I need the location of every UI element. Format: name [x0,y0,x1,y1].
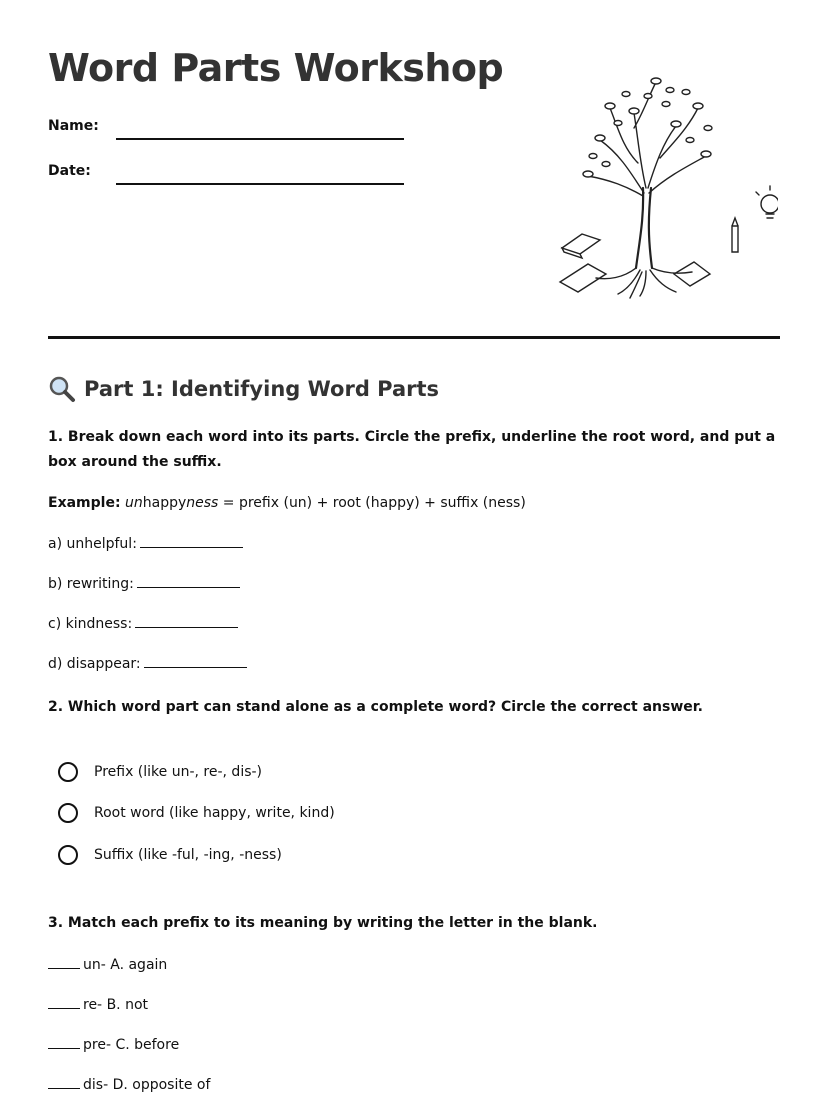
answer-blank[interactable] [48,996,80,1009]
answer-blank[interactable] [48,1036,80,1049]
q3-item-pre [48,1036,179,1053]
match-item-label: pre- C. before [83,1037,180,1053]
q1-item-label: c) kindness: [48,616,133,632]
answer-blank[interactable] [48,1076,80,1089]
q3-item-dis [48,1076,210,1093]
q3-item-re [48,996,148,1013]
q1-item-label: b) rewriting: [48,576,134,592]
example-line [48,495,526,511]
q1-item-label: a) unhelpful: [48,536,137,552]
question-3-prompt: 3. Match each prefix to its meaning by writing the letter in the blank. [48,915,598,931]
tree-with-books-illustration [548,68,778,300]
q1-item-a [48,535,243,552]
example-label: Example: [48,495,121,511]
match-item-label: re- B. not [83,997,148,1013]
answer-blank[interactable] [144,655,247,668]
q1-item-label: d) disappear: [48,656,141,672]
q1-item-b [48,575,240,592]
q2-option-root[interactable] [58,803,335,823]
match-item-label: dis- D. opposite of [83,1077,211,1093]
answer-blank[interactable] [137,575,240,588]
answer-blank[interactable] [48,956,80,969]
radio-circle[interactable] [58,762,78,782]
question-2-prompt: 2. Which word part can stand alone as a complete word? Circle the correct answer. [48,699,703,715]
name-label: Name: [48,118,99,134]
option-label: Prefix (like un-, re-, dis-) [94,764,263,780]
section-title: Part 1: Identifying Word Parts [84,377,440,401]
example-root: happy [142,495,187,511]
date-label: Date: [48,163,91,179]
option-label: Suffix (like -ful, -ing, -ness) [94,847,282,863]
name-field[interactable] [116,138,404,140]
example-breakdown: = prefix (un) + root (happy) + suffix (ness) [218,495,526,511]
match-item-label: un- A. again [83,957,168,973]
date-field[interactable] [116,183,404,185]
section-heading [48,375,439,403]
magnifier-icon [48,375,76,403]
example-prefix: un [125,495,143,511]
q2-option-prefix[interactable] [58,762,262,782]
page-title: Word Parts Workshop [48,46,504,90]
q1-item-c [48,615,238,632]
q3-item-un [48,956,167,973]
radio-circle[interactable] [58,845,78,865]
radio-circle[interactable] [58,803,78,823]
question-1-prompt: 1. Break down each word into its parts. Circle the prefix, underline the root word, and put a box around the suffix. [48,429,776,470]
example-suffix: ness [186,495,219,511]
q1-item-d [48,655,247,672]
section-divider [48,336,780,339]
q2-option-suffix[interactable] [58,845,282,865]
answer-blank[interactable] [135,615,238,628]
option-label: Root word (like happy, write, kind) [94,805,335,821]
answer-blank[interactable] [140,535,243,548]
